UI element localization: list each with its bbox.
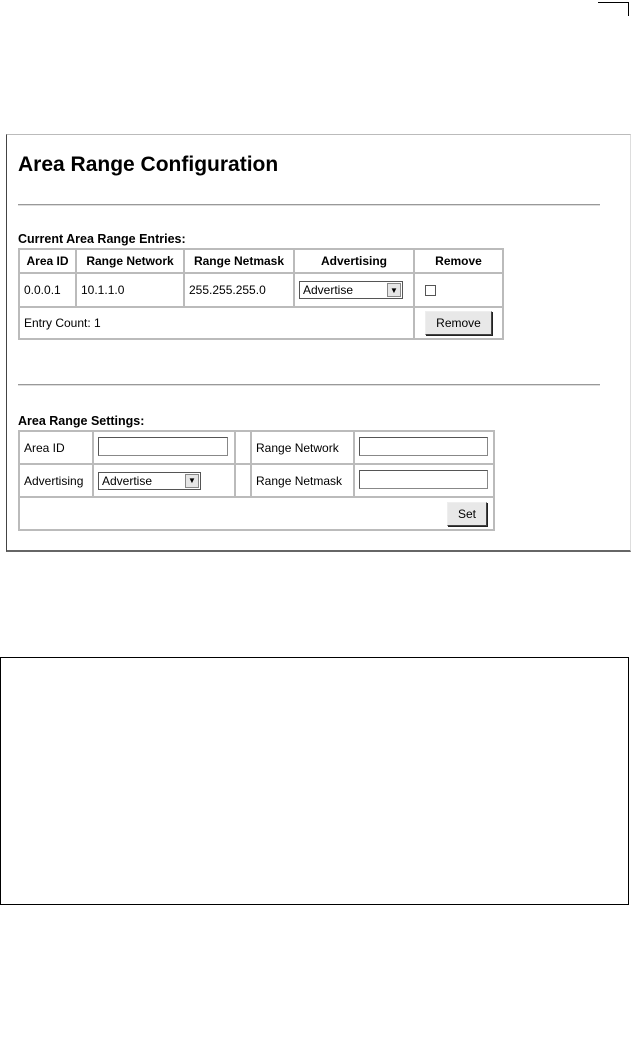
settings-advertising-select[interactable] bbox=[98, 472, 201, 490]
entry-count-row bbox=[19, 307, 503, 339]
advertising-field-cell bbox=[93, 464, 235, 497]
area-range-entries-table bbox=[18, 248, 504, 340]
table-row bbox=[19, 273, 503, 307]
range-network-input[interactable] bbox=[359, 437, 488, 456]
settings-row-1 bbox=[19, 431, 494, 464]
settings-advertising-value: Advertise bbox=[102, 473, 153, 488]
remove-button[interactable]: Remove bbox=[425, 311, 492, 335]
header-advertising: Advertising bbox=[294, 249, 414, 273]
remove-button-cell bbox=[414, 307, 503, 339]
set-button-cell bbox=[19, 497, 494, 530]
area-range-configuration-panel bbox=[6, 134, 631, 552]
cell-area-id: 0.0.0.1 bbox=[19, 273, 76, 307]
empty-frame bbox=[0, 657, 629, 905]
set-button[interactable]: Set bbox=[447, 502, 487, 526]
settings-action-row bbox=[19, 497, 494, 530]
header-area-id: Area ID bbox=[19, 249, 76, 273]
header-range-netmask: Range Netmask bbox=[184, 249, 294, 273]
cell-range-network: 10.1.1.0 bbox=[76, 273, 184, 307]
spacer-cell bbox=[235, 431, 251, 464]
range-netmask-field-cell bbox=[354, 464, 494, 497]
chevron-down-icon[interactable]: ▼ bbox=[387, 283, 401, 297]
entries-section-title: Current Area Range Entries: bbox=[18, 232, 186, 246]
page-title: Area Range Configuration bbox=[18, 153, 279, 176]
divider bbox=[18, 204, 600, 206]
advertising-select-value: Advertise bbox=[303, 283, 354, 297]
advertising-select[interactable] bbox=[299, 281, 403, 299]
area-id-field-cell bbox=[93, 431, 235, 464]
header-remove: Remove bbox=[414, 249, 503, 273]
area-id-label: Area ID bbox=[19, 431, 93, 464]
range-netmask-label: Range Netmask bbox=[251, 464, 354, 497]
advertising-label: Advertising bbox=[19, 464, 93, 497]
divider bbox=[18, 384, 600, 386]
table-header-row bbox=[19, 249, 503, 273]
cell-advertising bbox=[294, 273, 414, 307]
area-range-settings-table bbox=[18, 430, 495, 531]
range-network-field-cell bbox=[354, 431, 494, 464]
entry-count: Entry Count: 1 bbox=[19, 307, 414, 339]
settings-section-title: Area Range Settings: bbox=[18, 414, 145, 428]
area-id-input[interactable] bbox=[98, 437, 228, 456]
cell-range-netmask: 255.255.255.0 bbox=[184, 273, 294, 307]
settings-row-2 bbox=[19, 464, 494, 497]
cell-remove bbox=[414, 273, 503, 307]
chevron-down-icon[interactable]: ▼ bbox=[185, 474, 199, 488]
range-network-label: Range Network bbox=[251, 431, 354, 464]
remove-checkbox[interactable] bbox=[425, 285, 436, 296]
range-netmask-input[interactable] bbox=[359, 470, 488, 489]
spacer-cell bbox=[235, 464, 251, 497]
page-corner-mark bbox=[598, 2, 629, 16]
header-range-network: Range Network bbox=[76, 249, 184, 273]
